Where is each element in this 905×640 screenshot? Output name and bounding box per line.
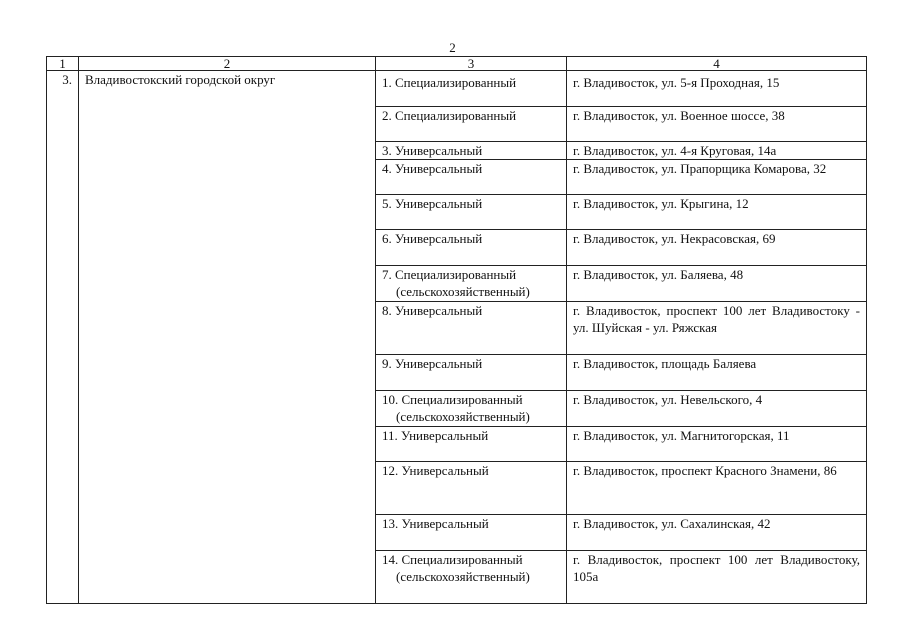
market-address: г. Владивосток, ул. Крыгина, 12 (567, 195, 867, 230)
market-type-label: 14. Специализированный (382, 552, 523, 567)
column-header-2: 2 (79, 57, 376, 71)
market-type-label: 9. Универсальный (382, 356, 483, 371)
market-type-specialization: (сельскохозяйственный) (396, 409, 530, 424)
market-type-label: 6. Универсальный (382, 231, 483, 246)
market-address: г. Владивосток, ул. Военное шоссе, 38 (567, 107, 867, 142)
market-type-label: 11. Универсальный (382, 428, 489, 443)
market-address: г. Владивосток, ул. 5-я Проходная, 15 (567, 71, 867, 107)
market-type-label: 12. Универсальный (382, 463, 489, 478)
market-address: г. Владивосток, ул. Баляева, 48 (567, 266, 867, 302)
market-address: г. Владивосток, ул. Сахалинская, 42 (567, 515, 867, 551)
market-address: г. Владивосток, площадь Баляева (567, 355, 867, 391)
district-name: Владивостокский городской округ (79, 71, 376, 604)
market-type-label: 5. Универсальный (382, 196, 483, 211)
market-type (376, 551, 567, 604)
market-type (376, 195, 567, 230)
market-type-label: 7. Специализированный (382, 267, 517, 282)
market-address: г. Владивосток, ул. 4-я Круговая, 14а (567, 142, 867, 160)
market-address: г. Владивосток, ул. Некрасовская, 69 (567, 230, 867, 266)
market-type-label: 8. Универсальный (382, 303, 483, 318)
market-type-label: 13. Универсальный (382, 516, 489, 531)
market-type (376, 427, 567, 462)
page-number: 2 (449, 40, 456, 55)
market-type (376, 391, 567, 427)
column-header-4: 4 (567, 57, 867, 71)
market-type (376, 266, 567, 302)
table-header-row (47, 57, 867, 71)
market-type (376, 142, 567, 160)
market-type (376, 355, 567, 391)
market-type-specialization: (сельскохозяйственный) (396, 284, 530, 299)
market-address: г. Владивосток, ул. Прапорщика Комарова, 32 (567, 160, 867, 195)
market-type (376, 515, 567, 551)
market-type (376, 230, 567, 266)
market-type-label: 1. Специализированный (382, 75, 517, 90)
market-type (376, 462, 567, 515)
market-type (376, 71, 567, 107)
market-address: г. Владивосток, проспект Красного Знамени, 86 (567, 462, 867, 515)
market-type-label: 10. Специализированный (382, 392, 523, 407)
market-type (376, 302, 567, 355)
market-address: г. Владивосток, проспект 100 лет Владивостоку - ул. Шуйская - ул. Ряжская (567, 302, 867, 355)
column-header-3: 3 (376, 57, 567, 71)
column-header-1: 1 (47, 57, 79, 71)
market-address: г. Владивосток, ул. Магнитогорская, 11 (567, 427, 867, 462)
market-address: г. Владивосток, проспект 100 лет Владивостоку, 105а (567, 551, 867, 604)
market-type (376, 160, 567, 195)
document-table (46, 56, 867, 604)
market-type-label: 4. Универсальный (382, 161, 483, 176)
market-type-label: 2. Специализированный (382, 108, 517, 123)
row-number: 3. (47, 71, 79, 604)
market-address: г. Владивосток, ул. Невельского, 4 (567, 391, 867, 427)
market-type-specialization: (сельскохозяйственный) (396, 569, 530, 584)
market-type-label: 3. Универсальный (382, 143, 483, 158)
table-row (47, 71, 867, 107)
market-type (376, 107, 567, 142)
